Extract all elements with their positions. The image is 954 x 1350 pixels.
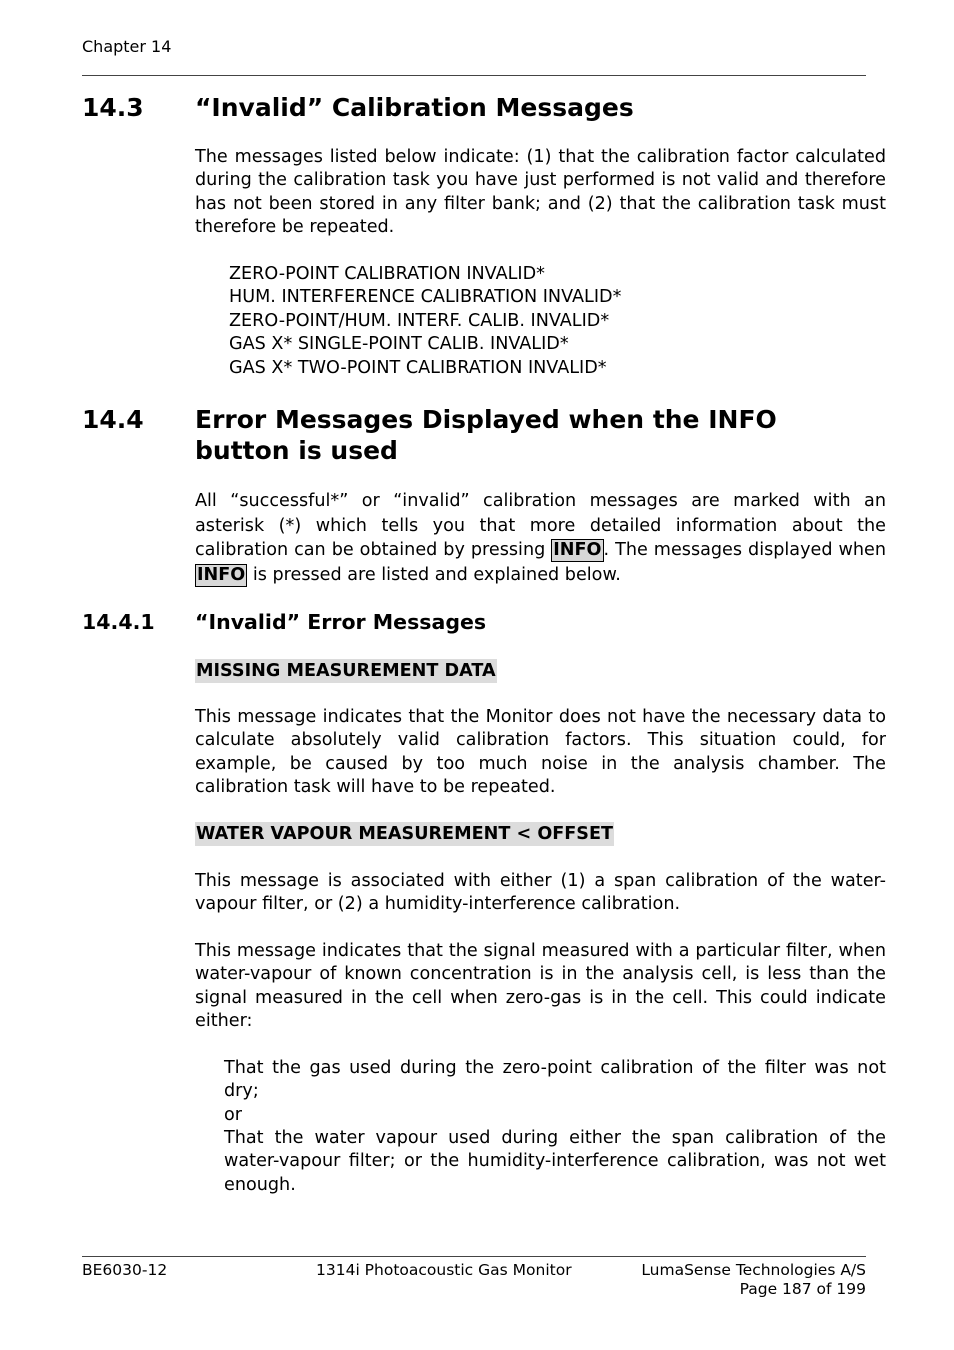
info-key: INFO <box>197 564 246 585</box>
info-paragraph <box>195 489 886 587</box>
section-number: 14.3 <box>82 93 144 122</box>
section-title: “Invalid” Error Messages <box>195 610 487 634</box>
section-title: Error Messages Displayed when the INFO button is used <box>195 405 777 465</box>
invalid-message-list <box>229 263 621 380</box>
info-key: INFO <box>553 540 602 560</box>
missing-data-paragraph: This message indicates that the Monitor does not have the necessary data to calculate absolutely valid calibration factors. This situation could, for example, be caused by too much noise in the analysis chamber. The calibration task will have to be repeated. <box>195 707 886 798</box>
info-text-c: is pressed are listed and explained below. <box>252 564 621 585</box>
info-text-b: . The messages displayed when <box>603 540 887 560</box>
header-rule <box>82 75 866 76</box>
intro-paragraph: The messages listed below indicate: (1) that the calibration factor calculated during the calibration task you have just performed is not valid and therefore has not been stored in any filter bank; and (2) that the calibration task must therefore be repeated. <box>195 147 886 238</box>
cause-item: That the gas used during the zero-point calibration of the filter was not dry; <box>224 1058 886 1102</box>
page-number: Page 187 of 199 <box>739 1280 866 1298</box>
cause-item: That the water vapour used during either the span calibration of the water-vapour filter; or the humidity-interference calibration, was not wet enough. <box>224 1128 886 1195</box>
section-number: 14.4 <box>82 405 144 434</box>
or-separator: or <box>224 1105 242 1125</box>
water-vapour-paragraph-1: This message is associated with either (1) a span calibration of the water-vapour filter, or (2) a humidity-interference calibration. <box>195 871 886 915</box>
message-title-missing-data: MISSING MEASUREMENT DATA <box>196 661 496 681</box>
message-title-water-vapour: WATER VAPOUR MEASUREMENT < OFFSET <box>196 824 613 844</box>
section-number: 14.4.1 <box>82 610 155 634</box>
section-heading-14-4-1 <box>82 609 862 635</box>
list-item: GAS X* SINGLE-POINT CALIB. INVALID* <box>229 334 569 355</box>
list-item: HUM. INTERFERENCE CALIBRATION INVALID* <box>229 287 622 308</box>
list-item: ZERO-POINT/HUM. INTERF. CALIB. INVALID* <box>229 310 610 331</box>
doc-id: BE6030-12 <box>82 1261 168 1279</box>
info-text-a: All “successful*” or “invalid” calibration messages are marked with an asterisk (*) which tells you that more detailed information about the calibration can be obtained by pressing <box>195 491 886 560</box>
list-item: GAS X* TWO-POINT CALIBRATION INVALID* <box>229 357 607 378</box>
list-item: ZERO-POINT CALIBRATION INVALID* <box>229 264 545 284</box>
section-heading-14-3 <box>82 92 862 124</box>
water-vapour-paragraph-2: This message indicates that the signal measured with a particular filter, when water-vapour of known concentration is in the analysis cell, is less than the signal measured in the cell when zero-gas is in the cell. This could indicate either: <box>195 941 886 1032</box>
chapter-header: Chapter 14 <box>82 37 172 56</box>
section-title: “Invalid” Calibration Messages <box>195 93 634 122</box>
product-name: 1314i Photoacoustic Gas Monitor <box>316 1261 572 1279</box>
section-heading-14-4 <box>82 404 862 468</box>
company-name: LumaSense Technologies A/S <box>641 1261 866 1279</box>
footer-rule <box>82 1256 866 1257</box>
